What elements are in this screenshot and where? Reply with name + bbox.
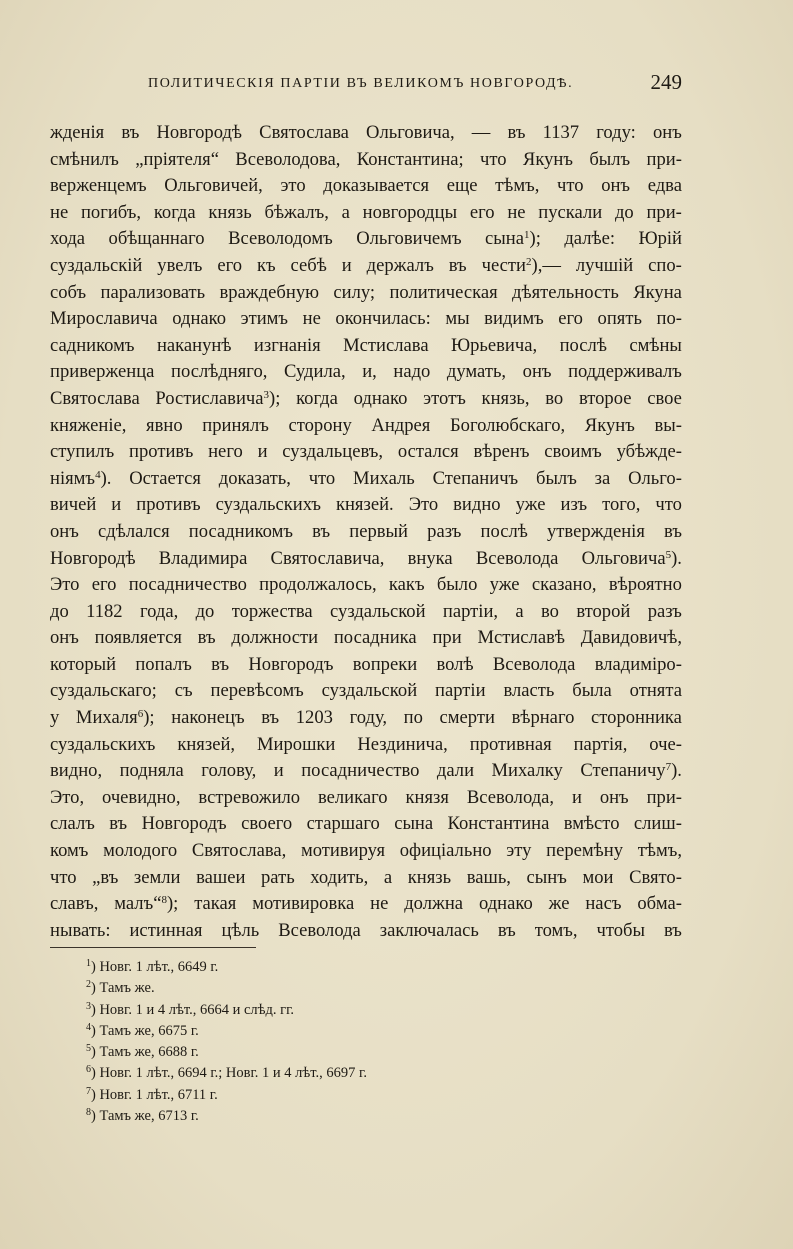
text-line: ступилъ противъ него и суздальцевъ, остался вѣренъ своимъ убѣжде- [50, 441, 682, 463]
text-line: княженіе, явно принялъ сторону Андрея Боголюбскаго, Якунъ вы- [50, 414, 682, 436]
footnote-text: ) Тамъ же, 6675 г. [91, 1022, 199, 1039]
footnotes [86, 957, 586, 1127]
footnote-item [86, 957, 586, 978]
text-line: суздальскаго; съ перевѣсомъ суздальской партіи власть была отнята [50, 680, 682, 702]
text-line: комъ молодого Святослава, мотивируя офиціально эту перемѣну тѣмъ, [50, 840, 682, 862]
footnote-item [86, 1085, 586, 1106]
footnote-item [86, 1042, 586, 1063]
text-line: приверженца послѣдняго, Судила, и, надо думать, онъ поддерживалъ [50, 361, 682, 383]
text-line: смѣнилъ „пріятеля“ Всеволодова, Константина; что Якунъ былъ при- [50, 148, 682, 170]
text-line: что „въ земли вашеи рать ходить, а князь вашь, сынъ мои Свято- [50, 866, 682, 888]
footnote-mark: 8 [86, 1107, 91, 1119]
text-line: Это, очевидно, встревожило великаго князя Всеволода, и онъ при- [50, 786, 682, 808]
footnote-ref: 4 [95, 468, 101, 481]
footnote-mark: 1 [86, 958, 91, 969]
text-line: Новгородѣ Владимира Святославича, внука Всеволода Ольговича$^5$). [50, 547, 682, 569]
footnote-mark: 7 [86, 1085, 91, 1097]
text-line: Мирославича однако этимъ не окончилась: мы видимъ его опять по- [50, 308, 682, 330]
text-line: славъ, малъ“$^8$); такая мотивировка не должна однако же насъ обма- [50, 893, 682, 915]
footnote-item [86, 1063, 586, 1084]
footnote-mark: 4 [86, 1021, 91, 1033]
footnote-mark: 2 [86, 979, 91, 991]
footnote-ref: 2 [526, 255, 532, 268]
text-line: онъ появляется въ должности посадника при Мстиславѣ Давидовичѣ, [50, 627, 682, 649]
footnote-item [86, 1021, 586, 1042]
text-line: жденія въ Новгородѣ Святослава Ольговича, — въ 1137 году: онъ [50, 122, 682, 143]
footnote-text: ) Тамъ же, 6713 г. [91, 1108, 199, 1125]
footnote-ref: 1 [524, 229, 530, 242]
footnote-ref: 6 [137, 708, 144, 721]
footnote-item [86, 1106, 586, 1127]
text-line: верженцемъ Ольговичей, это доказывается еще тѣмъ, что онъ едва [50, 175, 682, 197]
text-line: слалъ въ Новгородъ своего старшаго сына Константина вмѣсто слиш- [50, 813, 682, 835]
footnote-text: ) Новг. 1 и 4 лѣт., 6664 и слѣд. гг. [91, 1001, 295, 1018]
text-line: который попалъ въ Новгородъ вопреки волѣ Всеволода владиміро- [50, 653, 682, 675]
text-line: ніямъ$^4$). Остается доказать, что Михаль Степаничъ былъ за Ольго- [50, 467, 682, 489]
text-line: до 1182 года, до торжества суздальской партіи, а во второй разъ [50, 600, 682, 622]
text-line: собъ парализовать враждебную силу; политическая дѣятельность Якуна [50, 281, 682, 303]
footnote-mark: 3 [86, 1000, 91, 1012]
text-line: вичей и противъ суздальскихъ князей. Это видно уже изъ того, что [50, 494, 682, 516]
text-line: Это его посадничество продолжалось, какъ было уже сказано, вѣроятно [50, 574, 682, 596]
footnote-ref: 8 [161, 894, 167, 907]
footnote-text: ) Новг. 1 лѣт., 6694 г.; Новг. 1 и 4 лѣт., 6697 г. [91, 1065, 367, 1082]
text-line: суздальскихъ князей, Мирошки Нездинича, противная партія, оче- [50, 733, 682, 755]
page-header [50, 66, 682, 102]
footnote-ref: 5 [665, 548, 672, 561]
text-line: садникомъ наканунѣ изгнанія Мстислава Юрьевича, послѣ смѣны [50, 334, 682, 356]
footnote-text: ) Новг. 1 лѣт., 6711 г. [91, 1086, 218, 1103]
text-line: нывать: истинная цѣль Всеволода заключалась въ томъ, чтобы въ [50, 919, 682, 941]
footnote-mark: 6 [86, 1064, 91, 1076]
text-line: видно, подняла голову, и посадничество дали Михалку Степаничу$^7$). [50, 760, 682, 782]
footnote-divider [50, 947, 256, 948]
footnote-text: ) Тамъ же, 6688 г. [91, 1044, 199, 1061]
footnote-item [86, 1000, 586, 1021]
text-line: Святослава Ростиславича$^3$); когда однако этотъ князь, во второе свое [50, 387, 682, 409]
footnote-ref: 7 [665, 761, 672, 774]
footnote-mark: 5 [86, 1043, 91, 1055]
text-line: хода обѣщаннаго Всеволодомъ Ольговичемъ сына$^1$); далѣе: Юрій [50, 228, 682, 250]
footnote-text: ) Тамъ же. [91, 980, 155, 997]
text-line: не погибъ, когда князь бѣжалъ, а новгородцы его не пускали до при- [50, 201, 682, 223]
main-text [50, 120, 682, 944]
page-number: 249 [650, 70, 682, 94]
text-line: у Михаля$^6$); наконецъ въ 1203 году, по смерти вѣрнаго сторонника [50, 707, 682, 729]
footnote-text: ) Новг. 1 лѣт., 6649 г. [91, 959, 219, 975]
footnote-ref: 3 [263, 388, 270, 401]
text-line: онъ сдѣлался посадникомъ въ первый разъ послѣ утвержденія въ [50, 520, 682, 542]
text-line: суздальскій увелъ его къ себѣ и держалъ въ чести$^2$),— лучшій спо- [50, 254, 682, 276]
running-title: ПОЛИТИЧЕСКІЯ ПАРТІИ ВЪ ВЕЛИКОМЪ НОВГОРОДѢ. [148, 76, 574, 91]
footnote-item [86, 978, 586, 999]
